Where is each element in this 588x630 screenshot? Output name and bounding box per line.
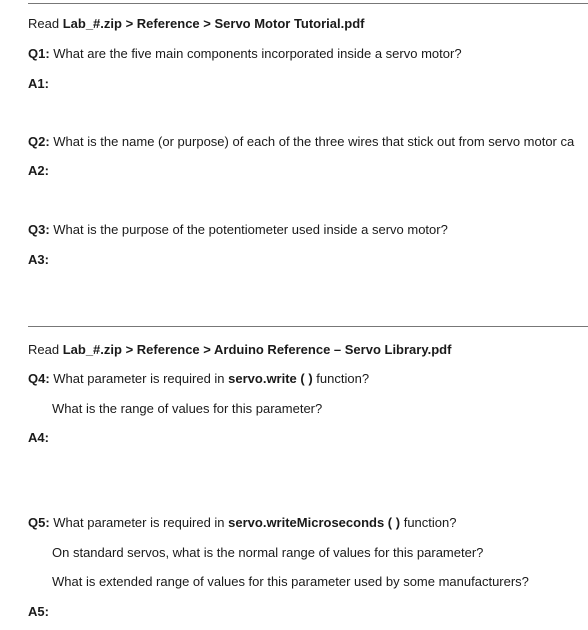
path-separator: > — [199, 16, 215, 31]
question-text: What is the purpose of the potentiometer used inside a servo motor? — [49, 222, 448, 237]
answer-3-label — [28, 252, 49, 268]
answer-label: A3: — [28, 252, 49, 267]
question-2 — [28, 134, 574, 150]
question-label: Q2: — [28, 134, 50, 149]
question-5 — [28, 515, 456, 531]
reference-folder: Reference — [136, 16, 200, 31]
reference-folder: Reference — [136, 342, 200, 357]
section-divider — [28, 326, 588, 327]
question-text: What is the name (or purpose) of each of the three wires that stick out from servo motor ca — [49, 134, 575, 149]
question-5-sub-1 — [52, 545, 483, 561]
read-prefix: Read — [28, 16, 60, 31]
read-instruction-1 — [28, 16, 364, 32]
function-name: servo.writeMicroseconds ( ) — [228, 515, 401, 530]
zip-name: Lab_#.zip — [62, 16, 122, 31]
top-divider — [28, 3, 588, 4]
answer-label: A1: — [28, 76, 49, 91]
answer-label: A5: — [28, 604, 49, 619]
question-text: function? — [400, 515, 457, 530]
answer-4-label — [28, 430, 49, 446]
file-name: Arduino Reference – Servo Library.pdf — [214, 342, 452, 357]
read-instruction-2 — [28, 342, 451, 358]
question-label: Q1: — [28, 46, 50, 61]
question-4-sub — [52, 401, 322, 417]
question-label: Q4: — [28, 371, 50, 386]
question-3 — [28, 222, 448, 238]
sub-question-text: What is the range of values for this parameter? — [52, 401, 323, 416]
answer-label: A2: — [28, 163, 49, 178]
read-prefix: Read — [28, 342, 60, 357]
zip-name: Lab_#.zip — [62, 342, 122, 357]
answer-1-label — [28, 76, 49, 92]
answer-label: A4: — [28, 430, 49, 445]
path-separator: > — [121, 342, 137, 357]
question-text: What are the five main components incorporated inside a servo motor? — [49, 46, 462, 61]
question-4 — [28, 371, 369, 387]
file-name: Servo Motor Tutorial.pdf — [214, 16, 365, 31]
question-text: What parameter is required in — [49, 515, 229, 530]
sub-question-text: On standard servos, what is the normal range of values for this parameter? — [52, 545, 484, 560]
question-5-sub-2 — [52, 574, 529, 590]
answer-2-label — [28, 163, 49, 179]
question-label: Q3: — [28, 222, 50, 237]
question-label: Q5: — [28, 515, 50, 530]
path-separator: > — [199, 342, 214, 357]
function-name: servo.write ( ) — [228, 371, 313, 386]
question-1 — [28, 46, 462, 62]
question-text: function? — [312, 371, 370, 386]
question-text: What parameter is required in — [49, 371, 229, 386]
answer-5-label — [28, 604, 49, 620]
sub-question-text: What is extended range of values for this parameter used by some manufacturers? — [52, 574, 529, 589]
path-separator: > — [121, 16, 137, 31]
